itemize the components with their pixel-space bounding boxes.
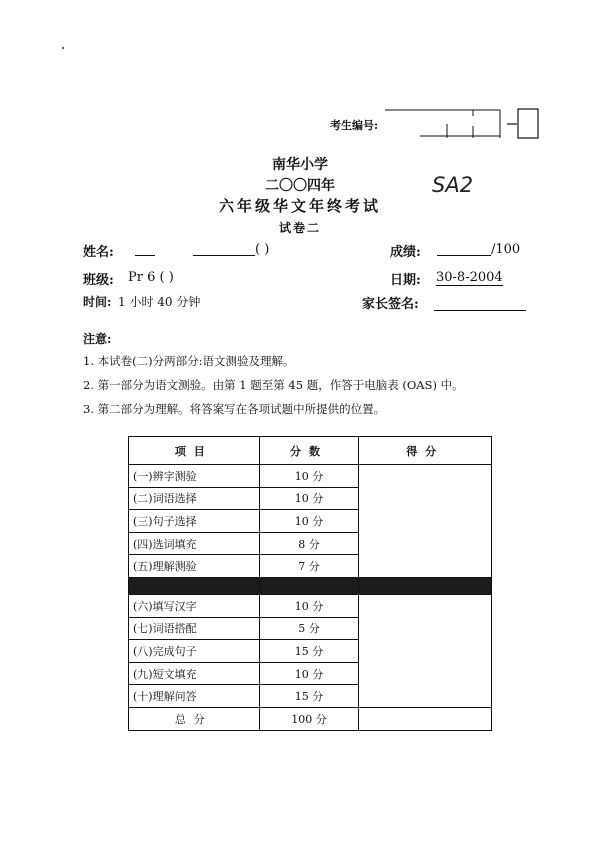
section-score-cell[interactable]	[359, 685, 492, 708]
section-marks: 10 分	[259, 487, 359, 510]
paper-number: 试卷二	[278, 221, 321, 235]
note-2: 2. 第一部分为语文测验。由第 1 题至第 45 题，作答于电脑表 (OAS) 中。	[83, 378, 464, 392]
table-row	[129, 510, 492, 533]
time-value: 1 小时 40 分钟	[118, 295, 201, 309]
section-name: (三)句子选择	[129, 510, 260, 533]
section-marks: 10 分	[259, 594, 359, 617]
total-marks: 100 分	[259, 707, 359, 730]
score-table	[128, 436, 492, 731]
notes-heading: 注意:	[83, 332, 112, 346]
section-score-cell[interactable]	[359, 532, 492, 555]
header-marks: 分数	[259, 437, 359, 465]
date-label: 日期:	[390, 273, 421, 288]
section-score-cell[interactable]	[359, 640, 492, 663]
table-row	[129, 532, 492, 555]
section-name: (六)填写汉字	[129, 594, 260, 617]
divider-cell	[359, 577, 492, 594]
section-name: (五)理解测验	[129, 555, 260, 578]
section-score-cell[interactable]	[359, 662, 492, 685]
parent-signature-line[interactable]	[434, 296, 526, 311]
total-row	[129, 707, 492, 730]
divider-cell	[129, 577, 260, 594]
table-row	[129, 594, 492, 617]
section-marks: 7 分	[259, 555, 359, 578]
note-3: 3. 第二部分为理解。将答案写在各项试题中所提供的位置。	[83, 402, 386, 416]
table-row	[129, 640, 492, 663]
section-name: (一)辨字测验	[129, 465, 260, 488]
section-score-cell[interactable]	[359, 510, 492, 533]
section-score-cell[interactable]	[359, 465, 492, 488]
section-name: (十)理解问答	[129, 685, 260, 708]
section-score-cell[interactable]	[359, 617, 492, 640]
class-label: 班级:	[83, 273, 114, 288]
section-name: (九)短文填充	[129, 662, 260, 685]
class-value: Pr 6 ( )	[128, 270, 174, 285]
section-marks: 5 分	[259, 617, 359, 640]
exam-title: 六年级华文年终考试	[218, 197, 381, 215]
name-line-2[interactable]	[193, 241, 255, 256]
name-line-1[interactable]	[135, 241, 155, 256]
part-divider-band	[129, 577, 492, 594]
table-row	[129, 465, 492, 488]
section-marks: 8 分	[259, 532, 359, 555]
date-value: 30-8-2004	[436, 270, 503, 285]
time-label: 时间:	[83, 295, 112, 309]
register-number-parens: ( )	[255, 242, 270, 257]
section-marks: 10 分	[259, 465, 359, 488]
school-name: 南华小学	[272, 157, 328, 173]
section-name: (八)完成句子	[129, 640, 260, 663]
section-score-cell[interactable]	[359, 555, 492, 578]
section-marks: 10 分	[259, 662, 359, 685]
table-row	[129, 555, 492, 578]
table-row	[129, 487, 492, 510]
total-score-cell[interactable]	[359, 707, 492, 730]
section-name: (二)词语选择	[129, 487, 260, 510]
section-marks: 15 分	[259, 685, 359, 708]
exam-year: 二〇〇四年	[265, 178, 335, 194]
section-name: (七)词语搭配	[129, 617, 260, 640]
section-marks: 15 分	[259, 640, 359, 663]
section-marks: 10 分	[259, 510, 359, 533]
total-label: 总分	[129, 707, 260, 730]
name-label: 姓名:	[83, 245, 114, 260]
section-score-cell[interactable]	[359, 487, 492, 510]
parent-signature-label: 家长签名:	[362, 297, 419, 312]
header-item: 项目	[129, 437, 260, 465]
table-row	[129, 617, 492, 640]
score-label: 成绩:	[390, 245, 421, 260]
handwritten-mark: SA2	[432, 173, 474, 197]
table-row	[129, 662, 492, 685]
note-1: 1. 本试卷(二)分两部分:语文测验及理解。	[83, 354, 295, 368]
table-row	[129, 685, 492, 708]
candidate-number-boxes	[385, 106, 545, 140]
candidate-number-label: 考生编号:	[330, 119, 379, 132]
divider-cell	[259, 577, 359, 594]
score-line[interactable]	[437, 241, 491, 256]
section-score-cell[interactable]	[359, 594, 492, 617]
table-header-row	[129, 437, 492, 465]
score-total: /100	[491, 242, 521, 257]
header-score: 得分	[359, 437, 492, 465]
scan-speck	[62, 47, 64, 49]
section-name: (四)选词填充	[129, 532, 260, 555]
